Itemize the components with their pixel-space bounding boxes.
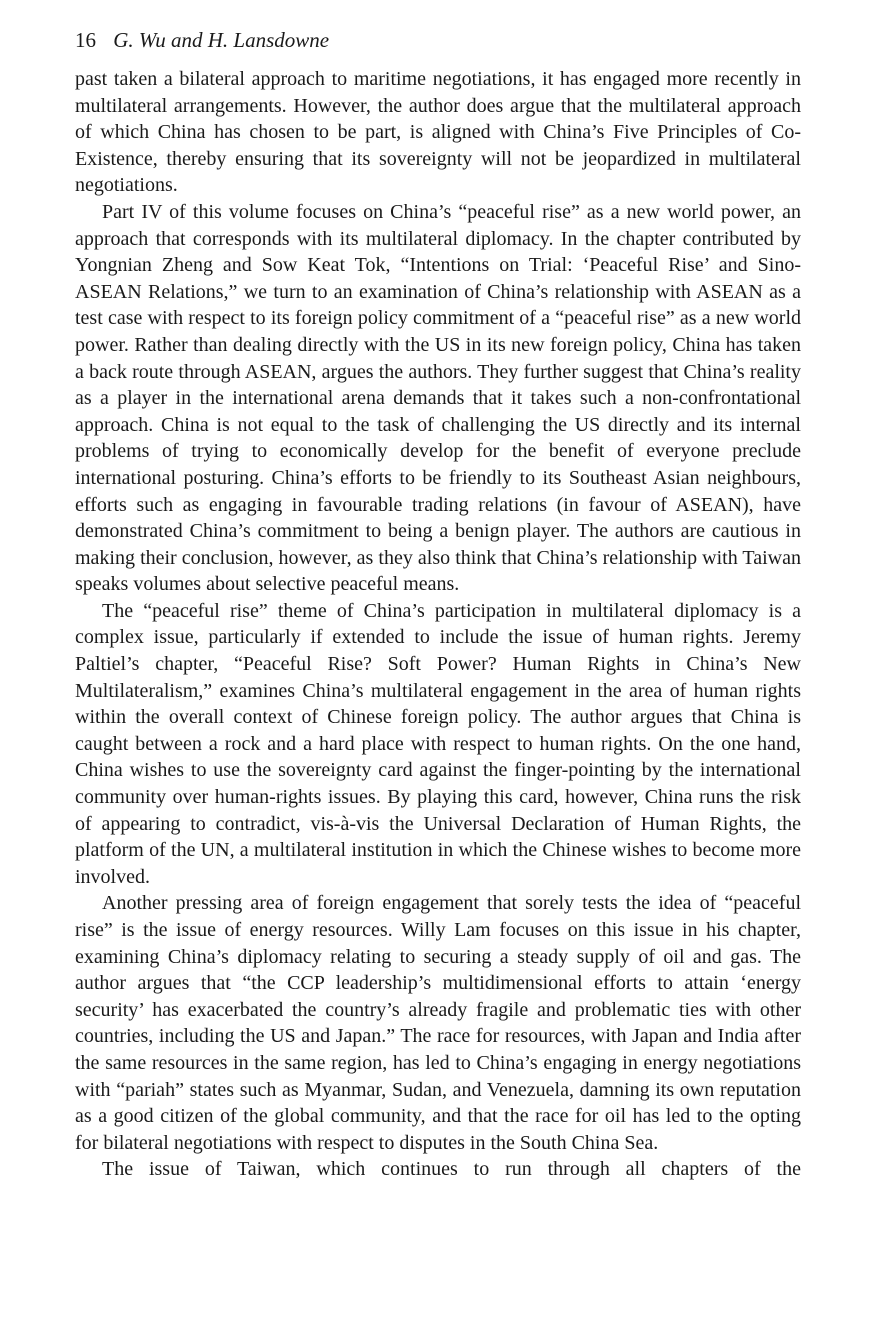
page-number: 16 [75,28,96,52]
paragraph-continuation: past taken a bilateral approach to maritime negotiations, it has engaged more recently in multilateral arrangements. However, the author does argue that the multilateral approach of which China has chosen to be part, is aligned with China’s Five Principles of Co-Existence, thereby ensuring that its sovereignty will not be jeopardized in multilateral negotiations. [75,68,801,197]
paragraph-energy: Another pressing area of foreign engagement that sorely tests the idea of “peaceful rise” is the issue of energy resources. Willy Lam focuses on this issue in his chapter, examining China’s diplomacy relating to securing a steady supply of oil and gas. The author argues that “the CCP leadership’s multidimensional efforts to attain ‘energy security’ has exacerbated the country’s already fragile and problematic ties with other countries, including the US and Japan.” The race for resources, with Japan and India after the same resources in the same region, has led to China’s engaging in energy negotiations with “pariah” states such as Myanmar, Sudan, and Venezuela, damning its own reputation as a good citizen of the global community, and that the race for oil has led to the opting for bilateral negotiations with respect to disputes in the South China Sea. [75,892,801,1154]
running-head [75,26,801,54]
paragraph-taiwan: The issue of Taiwan, which continues to run through all chapters of the [102,1158,801,1181]
running-head-authors: G. Wu and H. Lansdowne [113,28,330,52]
paragraph-human-rights: The “peaceful rise” theme of China’s participation in multilateral diplomacy is a complex issue, particularly if extended to include the issue of human rights. Jeremy Paltiel’s chapter, “Peaceful Rise? Soft Power? Human Rights in China’s New Multilateralism,” examines China’s multilateral engagement in the area of human rights within the overall context of Chinese foreign policy. The author argues that China is caught between a rock and a hard place with respect to human rights. On the one hand, China wishes to use the sovereignty card against the finger-pointing by the international community over human-rights issues. By playing this card, however, China runs the risk of appearing to contradict, vis-à-vis the Universal Declaration of Human Rights, the platform of the UN, a multilateral institution in which the Chinese wishes to become more involved. [75,599,801,888]
book-page [75,26,801,1183]
body-text [75,66,801,1183]
paragraph-part-iv: Part IV of this volume focuses on China’s “peaceful rise” as a new world power, an approach that corresponds with its multilateral diplomacy. In the chapter contributed by Yongnian Zheng and Sow Keat Tok, “Intentions on Trial: ‘Peaceful Rise’ and Sino-ASEAN Relations,” we turn to an examination of China’s relationship with ASEAN as a test case with respect to its foreign policy commitment of a “peaceful rise” as a new world power. Rather than dealing directly with the US in its new foreign policy, China has taken a back route through ASEAN, argues the authors. They further suggest that China’s reality as a player in the international arena demands that it takes such a non-confrontational approach. China is not equal to the task of challenging the US directly and its internal problems of trying to economically develop for the benefit of everyone preclude international posturing. China’s efforts to be friendly to its Southeast Asian neighbours, efforts such as engaging in favourable trading relations (in favour of ASEAN), have demonstrated China’s commitment to being a benign player. The authors are cautious in making their conclusion, however, as they also think that China’s relationship with Taiwan speaks volumes about selective peaceful means. [75,200,801,596]
